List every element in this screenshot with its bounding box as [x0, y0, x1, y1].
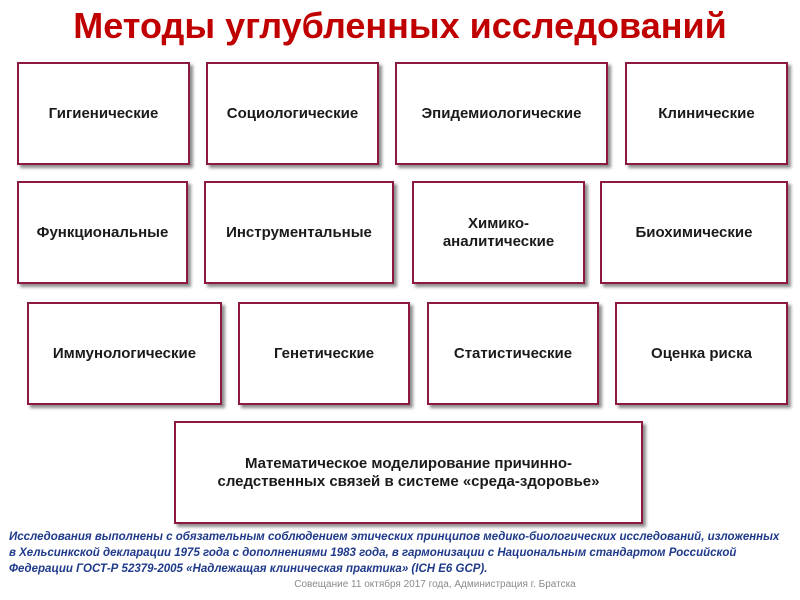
method-label: Инструментальные: [226, 223, 372, 241]
method-label: Иммунологические: [52, 344, 197, 362]
method-label: Статистические: [453, 344, 573, 362]
method-label: Биохимические: [635, 223, 753, 241]
method-label: Гигиенические: [48, 104, 159, 122]
method-box-epidemiological: [395, 62, 608, 165]
method-label: Математическое моделирование причинно- следственных связей в системе «среда-здоровье»: [217, 454, 600, 490]
method-box-hygienic: [17, 62, 190, 165]
method-label: Эпидемиологические: [421, 104, 582, 122]
slide-title: Методы углубленных исследований: [73, 5, 727, 46]
method-box-chemical-analytical: [412, 181, 585, 284]
method-box-sociological: [206, 62, 379, 165]
method-label: Социологические: [226, 104, 359, 122]
method-box-mathematical-modeling: [174, 421, 643, 524]
ethics-note: Исследования выполнены с обязательным соблюдением этических принципов медико-биологических исследований, изложенных в Хельсинкской декларации 1975 года с дополнениями 1983 года, в гармонизации с Национальным стандартом Российской Федерации ГОСТ-Р 52379-2005 «Надлежащая клиническая практика» (ICH E6 GCP).: [9, 531, 780, 575]
method-box-biochemical: [600, 181, 788, 284]
method-box-functional: [17, 181, 188, 284]
method-box-risk-assessment: [615, 302, 788, 405]
slide-footer: Совещание 11 октября 2017 года, Администрация г. Братска: [294, 579, 576, 590]
method-label: Функциональные: [36, 223, 169, 241]
method-box-clinical: [625, 62, 788, 165]
method-label: Клинические: [658, 104, 755, 122]
method-label: Генетические: [273, 344, 375, 362]
method-box-genetic: [238, 302, 410, 405]
method-box-immunological: [27, 302, 222, 405]
method-box-statistical: [427, 302, 599, 405]
method-label: Оценка риска: [651, 344, 752, 362]
method-label: Химико- аналитические: [442, 214, 555, 250]
method-box-instrumental: [204, 181, 394, 284]
